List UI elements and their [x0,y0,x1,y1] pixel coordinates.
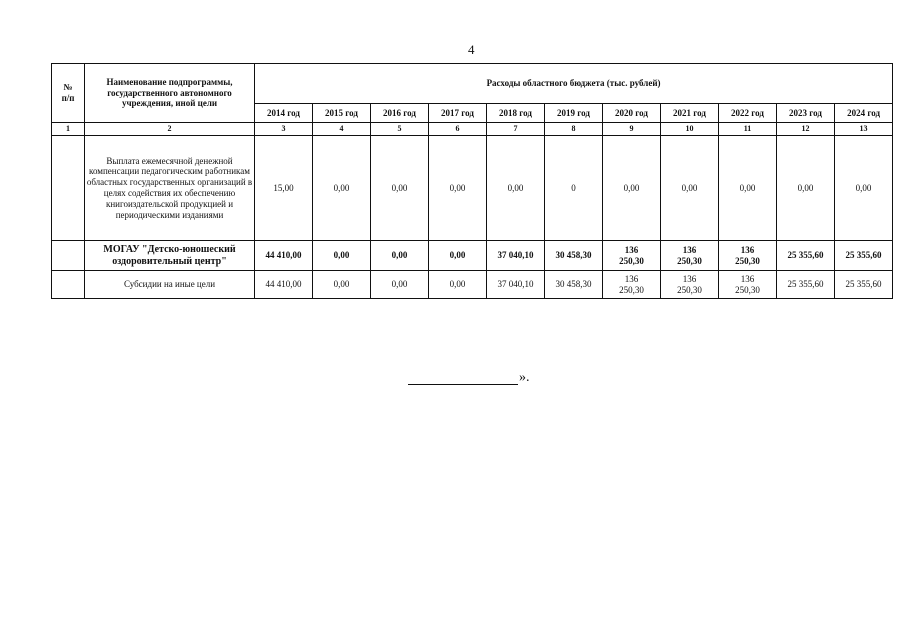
budget-table [51,63,893,299]
value-cell: 0,00 [719,136,777,241]
value-cell: 15,00 [255,136,313,241]
column-number-row [52,123,893,136]
value-cell: 0,00 [313,241,371,271]
value-cell: 0,00 [371,136,429,241]
value-cell: 30 458,30 [545,271,603,299]
row-number [52,241,85,271]
year-header: 2021 год [661,104,719,123]
value-cell: 0,00 [371,271,429,299]
year-header: 2019 год [545,104,603,123]
value-cell: 136 250,30 [719,271,777,299]
year-header: 2020 год [603,104,661,123]
column-number: 9 [603,123,661,136]
year-header: 2023 год [777,104,835,123]
value-cell: 44 410,00 [255,271,313,299]
closing-line [408,372,518,385]
value-cell: 0,00 [661,136,719,241]
value-cell: 37 040,10 [487,271,545,299]
row-name: Выплата ежемесячной денежной компенсации педагогическим работникам областных государственных организаций в целях содействия их обеспечению книгоиздательской продукцией и периодическими изданиями [85,136,255,241]
value-cell: 0,00 [429,241,487,271]
value-cell: 136 250,30 [603,271,661,299]
value-cell: 44 410,00 [255,241,313,271]
value-cell: 0,00 [313,271,371,299]
column-number: 3 [255,123,313,136]
year-header: 2016 год [371,104,429,123]
row-number [52,271,85,299]
column-number: 7 [487,123,545,136]
num-header: № п/п [52,64,85,123]
value-cell: 25 355,60 [835,241,893,271]
table-row [52,136,893,241]
value-cell: 0 [545,136,603,241]
table-row [52,271,893,299]
value-cell: 0,00 [487,136,545,241]
value-cell: 30 458,30 [545,241,603,271]
column-number: 12 [777,123,835,136]
column-number: 13 [835,123,893,136]
row-name: Субсидии на иные цели [85,271,255,299]
name-header: Наименование подпрограммы, государственного автономного учреждения, иной цели [85,64,255,123]
year-header: 2024 год [835,104,893,123]
value-cell: 136 250,30 [603,241,661,271]
closing-mark: ». [519,370,530,385]
column-number: 5 [371,123,429,136]
value-cell: 25 355,60 [835,271,893,299]
column-number: 11 [719,123,777,136]
page-number: 4 [468,42,475,57]
row-number [52,136,85,241]
value-cell: 37 040,10 [487,241,545,271]
year-header: 2014 год [255,104,313,123]
value-cell: 25 355,60 [777,241,835,271]
budget-header: Расходы областного бюджета (тыс. рублей) [255,64,893,104]
row-name: МОГАУ "Детско-юношеский оздоровительный центр" [85,241,255,271]
value-cell: 0,00 [313,136,371,241]
value-cell: 25 355,60 [777,271,835,299]
column-number: 6 [429,123,487,136]
column-number: 4 [313,123,371,136]
value-cell: 0,00 [429,136,487,241]
column-number: 2 [85,123,255,136]
year-header: 2018 год [487,104,545,123]
column-number: 1 [52,123,85,136]
column-number: 10 [661,123,719,136]
value-cell: 0,00 [371,241,429,271]
value-cell: 0,00 [777,136,835,241]
year-header: 2022 год [719,104,777,123]
value-cell: 136 250,30 [661,271,719,299]
value-cell: 0,00 [835,136,893,241]
year-header: 2015 год [313,104,371,123]
header-row [52,64,893,104]
value-cell: 136 250,30 [661,241,719,271]
value-cell: 0,00 [429,271,487,299]
table-row [52,241,893,271]
value-cell: 136 250,30 [719,241,777,271]
year-header: 2017 год [429,104,487,123]
column-number: 8 [545,123,603,136]
value-cell: 0,00 [603,136,661,241]
